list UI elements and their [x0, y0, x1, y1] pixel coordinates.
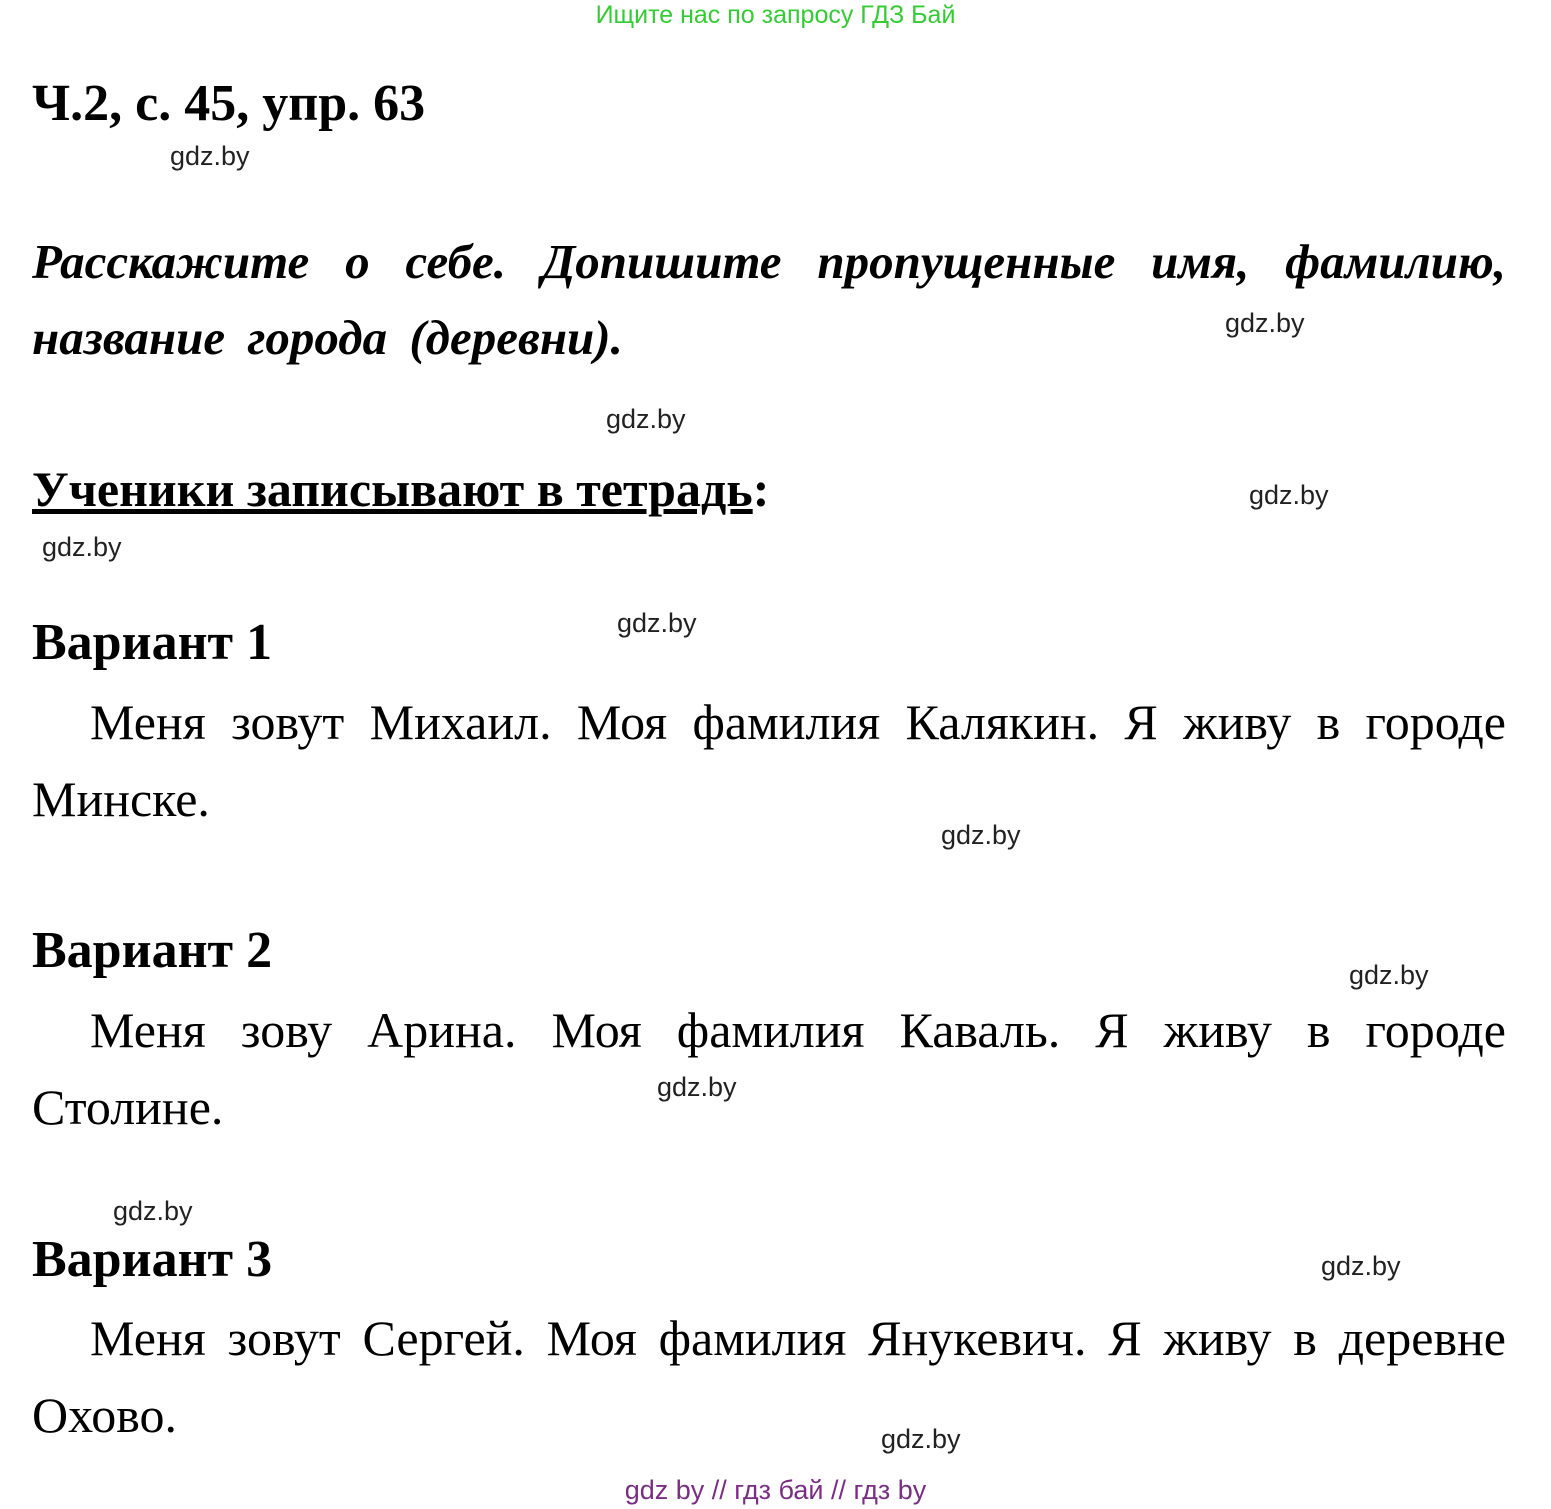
top-banner: Ищите нас по запросу ГДЗ Бай — [595, 1, 956, 29]
task-statement: Расскажите о себе. Допишите пропущенные имя, фамилию, название города (деревни). — [32, 234, 1506, 365]
students-heading-text: Ученики записывают в тетрадь — [32, 461, 753, 517]
students-heading-colon: : — [752, 461, 770, 517]
watermark: gdz.by — [606, 404, 686, 434]
bottom-banner: gdz by // гдз бай // гдз by — [624, 1475, 927, 1505]
watermark: gdz.by — [657, 1072, 737, 1102]
watermark: gdz.by — [881, 1424, 961, 1454]
watermark: gdz.by — [1249, 480, 1329, 510]
variant-3-title: Вариант 3 — [32, 1231, 273, 1288]
page-title: Ч.2, с. 45, упр. 63 — [32, 75, 426, 132]
watermark: gdz.by — [113, 1196, 193, 1226]
variant-1-title: Вариант 1 — [32, 614, 273, 671]
variant-3-text: Меня зовут Сергей. Моя фамилия Янукевич. Я живу в деревне Охово. — [32, 1310, 1506, 1443]
watermark: gdz.by — [1225, 308, 1305, 338]
watermark: gdz.by — [617, 608, 697, 638]
watermark: gdz.by — [42, 532, 122, 562]
watermark: gdz.by — [941, 820, 1021, 850]
students-heading — [32, 456, 769, 522]
variant-1-text: Меня зовут Михаил. Моя фамилия Калякин. Я живу в городе Минске. — [32, 694, 1506, 827]
variant-2-title: Вариант 2 — [32, 922, 273, 979]
watermark: gdz.by — [1321, 1251, 1401, 1281]
watermark: gdz.by — [1349, 960, 1429, 990]
watermark: gdz.by — [170, 141, 250, 171]
variant-2-text: Меня зову Арина. Моя фамилия Каваль. Я живу в городе Столине. — [32, 1002, 1506, 1135]
